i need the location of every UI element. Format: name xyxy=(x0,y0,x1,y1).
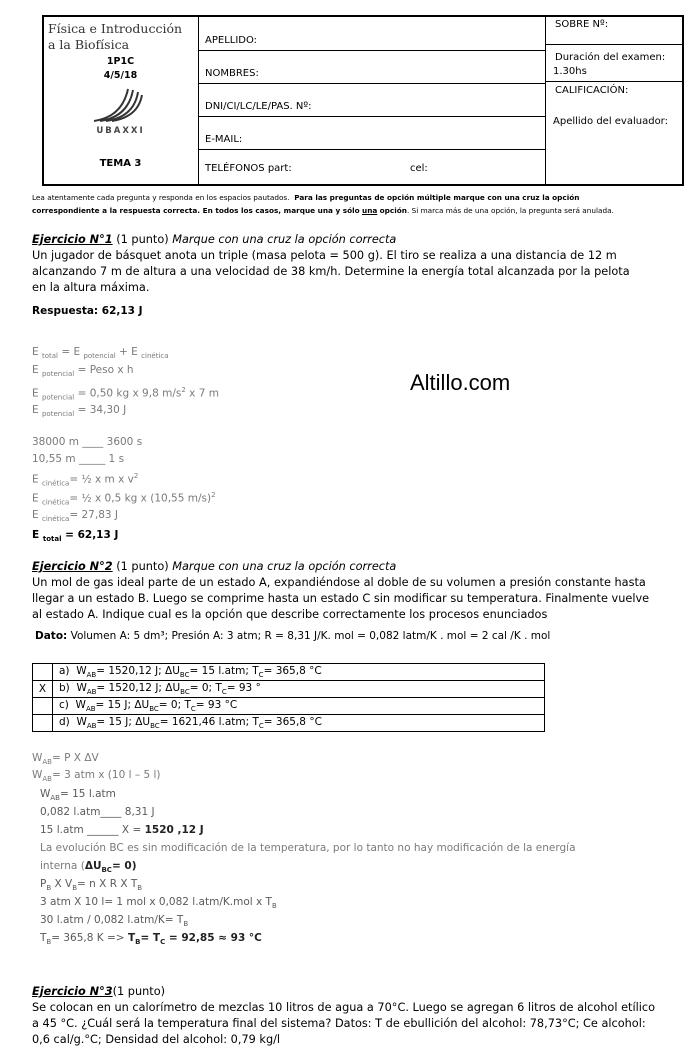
ej2-solution-line: 30 l.atm / 0,082 $l.atm/K= T_B$ xyxy=(40,914,189,929)
ej2-solution-line: $W_{AB}= P$ X ΔV xyxy=(32,752,99,767)
exam-date: 4/5/18 xyxy=(103,70,138,81)
course-code: 1P1C xyxy=(106,56,135,67)
logo-text: UBAXXI xyxy=(96,126,145,136)
ej3-text-line: 0,6 cal/g.°C; Densidad del alcohol: 0,79 kg/l xyxy=(32,1033,281,1046)
ej2-solution-line: $P_B$ X $V_B= n$ X R X $T_B$ xyxy=(40,878,143,893)
ej1-solution-line: E $_{potencial}$ = 34,30 J xyxy=(32,404,127,419)
ej2-solution-line: 0,082 l.atm____ 8,31 J xyxy=(40,806,155,818)
dni-field[interactable]: DNI/CI/LC/LE/PAS. Nº: xyxy=(205,101,312,112)
ej1-text-line: en la altura máxima. xyxy=(32,281,150,294)
calificacion-field[interactable]: CALIFICACIÓN: xyxy=(555,85,629,96)
option-text: d) $W_{AB}= 15$ J; $\Delta U_{BC}= 1621,46$ l.atm; $T_C= 365,8$ °C xyxy=(53,715,545,732)
ej1-solution-line: 38000 m ____ 3600 s xyxy=(32,436,143,448)
ej1-solution-line: E $_{cinética}$= 27,83 J xyxy=(32,509,118,524)
option-row-b[interactable] xyxy=(33,681,545,698)
tema-label: TEMA 3 xyxy=(99,158,142,169)
option-mark[interactable] xyxy=(33,664,53,681)
ej1-answer: Respuesta: 62,13 J xyxy=(32,305,143,317)
ej1-solution-line: 10,55 m _____ 1 s xyxy=(32,453,125,465)
option-row-c[interactable] xyxy=(33,698,545,715)
ej1-solution-line: E $_{potencial}$ = 0,50 kg x 9,8 $m/s^2$ x 7 m xyxy=(32,386,219,402)
option-text: b) $W_{AB}= 1520,12$ J; $\Delta U_{BC}= 0$; $T_C= 93$ ° xyxy=(53,681,545,698)
ej1-text-line: alcanzando 7 m de altura a una velocidad de 38 km/h. Determine la energía total alcanzada por la pelota xyxy=(32,265,630,278)
ej2-data: Dato: Volumen A: 5 dm³; Presión A: 3 atm; R = 8,31 J/K. mol = 0,082 latm/K . mol = 2 cal /K . mol xyxy=(35,630,551,642)
ej2-solution-line: 3 atm X 10 l= 1 mol x 0,082 l.atm/K.mol x $T_B$ xyxy=(40,896,277,911)
option-mark[interactable] xyxy=(33,698,53,715)
ej1-solution-line: E $_{total}$ = E $_{potencial}$ + E $_{cinética}$ xyxy=(32,346,169,361)
ej2-solution-line: $T_B= 365,8$ $K => T_B= T_C = 92,85 \approx 93$ °C xyxy=(40,932,262,947)
duracion-value: 1.30hs xyxy=(553,66,587,77)
option-row-d[interactable] xyxy=(33,715,545,732)
option-row-a[interactable] xyxy=(33,664,545,681)
apellido-field[interactable]: APELLIDO: xyxy=(205,35,258,46)
ej3-text-line: a 45 °C. ¿Cuál será la temperatura final del sistema? Datos: T de ebullición del alcohol: 78,73°C; Ce alcohol: xyxy=(32,1017,646,1030)
option-mark[interactable]: X xyxy=(33,681,53,698)
instructions: Lea atentamente cada pregunta y responda en los espacios pautados. Para las preguntas de opción múltiple marque con una cruz la opción correspondiente a la respuesta correcta. En todos los casos, marque una y sólo una opción. Si marca más de una opción, la pregunta será anulada. xyxy=(32,193,614,215)
ej1-text-line: Un jugador de básquet anota un triple (masa pelota = 500 g). El tiro se realiza a una distancia de 12 m xyxy=(32,249,617,262)
ubaxxi-logo xyxy=(92,87,144,123)
ej2-solution-line: $W_{AB}= 3$ atm x (10 l – 5 l) xyxy=(32,769,161,784)
ej1-solution-total: E $_{total}$ = 62,13 J xyxy=(32,529,119,544)
option-mark[interactable] xyxy=(33,715,53,732)
ej1-solution-line: E $_{cinética}$= ½ x m x $v^2$ xyxy=(32,472,139,488)
ej1-heading: Ejercicio N°1 (1 punto) Marque con una cruz la opción correcta xyxy=(32,233,397,246)
ej2-solution-line: $W_{AB}= 15$ l.atm xyxy=(40,788,116,803)
ej2-heading: Ejercicio N°2 (1 punto) Marque con una cruz la opción correcta xyxy=(32,560,397,573)
ej1-solution-line: E $_{cinética}$= ½ x 0,5 kg x (10,55 m/s)$^2$ xyxy=(32,491,216,507)
cel-field[interactable]: cel: xyxy=(410,163,428,174)
ej2-text-line: al estado A. Indique cual es la opción que describe correctamente los procesos enunciados xyxy=(32,608,548,621)
ej2-solution-line: 15 l.atm ______ X = 1520 ,12 J xyxy=(40,824,204,836)
email-field[interactable]: E-MAIL: xyxy=(205,134,243,145)
nombres-field[interactable]: NOMBRES: xyxy=(205,68,259,79)
ej2-text-line: llegar a un estado B. Luego se comprime hasta un estado C sin modificar su temperatura. Finalmente vuelve xyxy=(32,592,650,605)
ej3-heading: Ejercicio N°3(1 punto) xyxy=(32,985,166,998)
telefonos-field[interactable]: TELÉFONOS part: xyxy=(205,163,292,174)
option-text: c) $W_{AB}= 15$ J; $\Delta U_{BC}= 0$; $T_C= 93$ °C xyxy=(53,698,545,715)
ej2-solution-line: interna $(\Delta U_{BC}= 0)$ xyxy=(40,860,137,875)
ej2-text-line: Un mol de gas ideal parte de un estado A, expandiéndose al doble de su volumen a presión constante hasta xyxy=(32,576,646,589)
subject-title: Física e Introducción a la Biofísica xyxy=(48,21,183,52)
ej3-text-line: Se colocan en un calorímetro de mezclas 10 litros de agua a 70°C. Luego se agregan 6 litros de alcohol etílico xyxy=(32,1001,655,1014)
watermark: Altillo.com xyxy=(410,370,511,395)
ej2-solution-line: La evolución BC es sin modificación de la temperatura, por lo tanto no hay modificación de la energía xyxy=(40,842,576,854)
sobre-field[interactable]: SOBRE Nº: xyxy=(555,19,609,30)
ej1-solution-line: E $_{potencial}$ = Peso x h xyxy=(32,364,134,379)
evaluador-field[interactable]: Apellido del evaluador: xyxy=(553,116,668,127)
option-text: a) $W_{AB}= 1520,12$ J; $\Delta U_{BC}= 15$ l.atm; $T_C= 365,8$ °C xyxy=(53,664,545,681)
ej2-options-table xyxy=(32,663,545,732)
duracion-label: Duración del examen: xyxy=(555,52,666,63)
